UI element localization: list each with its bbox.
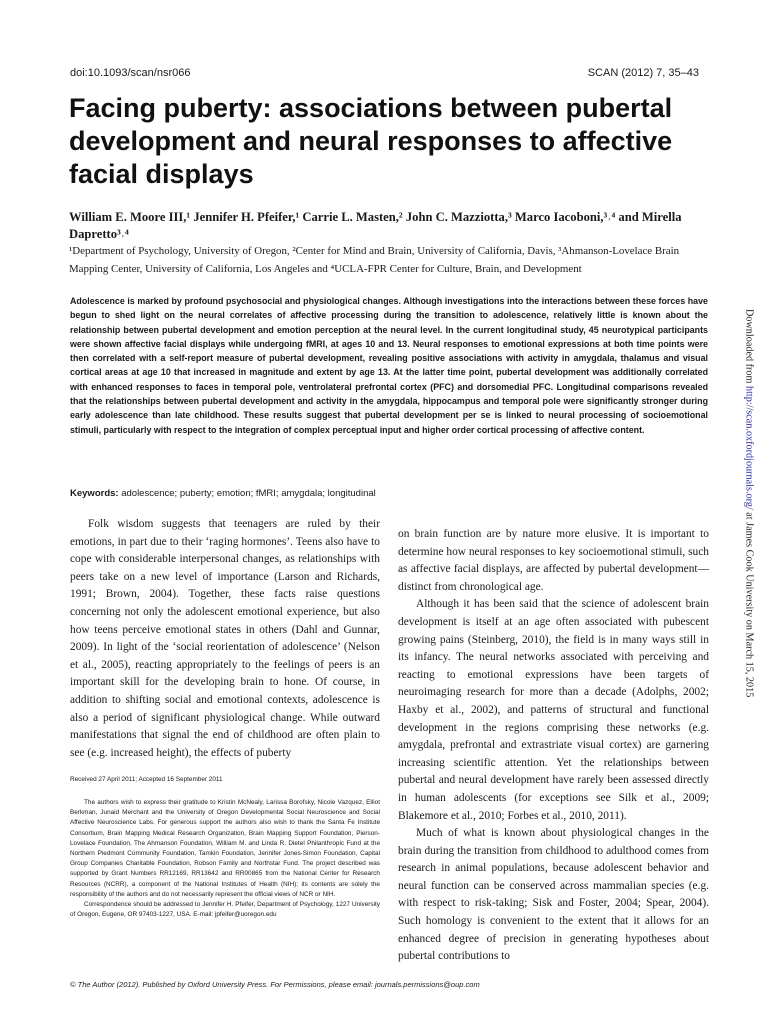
copyright-notice: © The Author (2012). Published by Oxford University Press. For Permissions, please email: journals.permissions@oup.com (70, 980, 480, 989)
acknowledgements: The authors wish to express their gratitude to Kristin McNealy, Larissa Borofsky, Nicole Vazquez, Elliot Berkman, Junaid Merchant and the University of Oregon Developmental Social Neuroscience and Social Affective Neuroscience Labs. For generous support the authors also wish to thank the Santa Fe Institute Consortium, Brain Mapping Medical Research Organization, Brain Mapping Support Foundation, Pierson-Lovelace Foundation, The Ahmanson Foundation, William M. and Linda R. Dietel Philanthropic Fund at the Northern Piedmont Community Foundation, Tamkin Foundation, Jennifer Jones-Simon Foundation, Capital Group Companies Charitable Foundation, Robson Family and Northstar Fund. The project described was supported by Grant Numbers RR12169, RR13642 and RR00865 from the National Center for Research Resources (NCRR), a component of the National Institutes of Health (NIH); its contents are solely the responsibility of the authors and do not necessarily represent the official views of NCR or NIH. (70, 799, 380, 898)
affiliations: ¹Department of Psychology, University of Oregon, ²Center for Mind and Brain, University of California, Davis, ³Ahmanson-Lovelace Brain Mapping Center, University of California, Los Angeles and ⁴UCLA-FPR Center for Culture, Brain, and Development (69, 245, 680, 275)
download-notice (744, 309, 755, 697)
download-prefix: Downloaded from (743, 309, 755, 386)
abstract: Adolescence is marked by profound psychosocial and physiological changes. Although investigations into the interactions between these forces have begun to shed light on the neural correlates of affective processing during the transition to adolescence, relatively little is known about the relationship between pubertal development and emotion perception at the neural level. In the current longitudinal study, 45 neurotypical participants were shown affective facial displays while undergoing fMRI, at ages 10 and 13. Neural responses to emotional expressions at both time points were then correlated with a self-report measure of pubertal development, revealing positive associations with activity in amygdala, thalamus and visual cortical areas at age 10 that increased in magnitude and extent by age 13. At the latter time point, pubertal development was additionally correlated with enhanced responses to faces in temporal pole, ventrolateral prefrontal cortex (PFC) and dorsomedial PFC. Longitudinal comparisons revealed that the relationships between pubertal development and activity in the amygdala, hippocampus and temporal pole were significantly stronger during early adolescence than late childhood. These results suggest that pubertal development per se is linked to neural processing of socioemotional stimuli, particularly with respect to the integration of complex perceptual input and higher order cortical processing of affective content. (70, 296, 708, 435)
footnotes (70, 798, 380, 920)
correspondence: Correspondence should be addressed to Jennifer H. Pfeifer, Department of Psychology, 1227 University of Oregon, Eugene, OR 97403-1227, USA. E-mail: jpfeifer@uoregon.edu (70, 901, 380, 919)
journal-link[interactable]: http://scan.oxfordjournals.org/ (743, 385, 755, 510)
doi: doi:10.1093/scan/nsr066 (70, 67, 191, 79)
journal-citation: SCAN (2012) 7, 35–43 (587, 67, 699, 79)
download-watermark (742, 309, 756, 723)
body-paragraph: on brain function are by nature more elusive. It is important to determine how neural responses to key socioemotional stimuli, such as affective facial displays, are affected by pubertal development—distinct from chronological age. (398, 528, 709, 593)
body-paragraph: Folk wisdom suggests that teenagers are ruled by their emotions, in part due to their ‘raging hormones’. Teens also have to cope with considerable interpersonal changes, as relationships with peers take on a new level of importance (Larson and Richards, 1991; Brown, 2004). Together, these facts raise questions concerning not only the adolescent emotional experience, but also how teens perceive emotional states in others (Dahl and Gunnar, 2009). In light of the ‘social reorientation of adolescence’ (Nelson et al., 2005), reacting appropriately to the feelings of peers is an important skill for the developing brain to hone. Of course, in addition to shifting social and emotional contexts, adolescence is also a period of significant physiological change. While outward manifestations that signal the end of childhood are often plain to see (e.g. increased height), the effects of puberty (70, 518, 380, 759)
download-suffix: at James Cook University on March 15, 2015 (743, 509, 755, 698)
body-paragraph: Although it has been said that the science of adolescent brain development is itself at an age often associated with pubescent growing pains (Steinberg, 2010), the field is in many ways still in its infancy. The neural networks associated with perceiving and reacting to emotional expressions have been targets of neuroimaging research for more than a decade (Adolphs, 2002; Haxby et al., 2002), and patterns of structural and functional development in the regions comprising these networks (e.g. amygdala, prefrontal and extrastriate visual cortex) are garnering increasing scientific attention. Yet the relationships between pubertal and neural development have rarely been assessed directly in human adolescents (for exceptions see Silk et al., 2009; Blakemore et al., 2010; Forbes et al., 2010, 2011). (398, 598, 709, 822)
paper-title: Facing puberty: associations between pubertal development and neural responses to affective facial displays (69, 93, 673, 189)
keywords-text: adolescence; puberty; emotion; fMRI; amygdala; longitudinal (118, 488, 376, 499)
author-list: William E. Moore III,¹ Jennifer H. Pfeifer,¹ Carrie L. Masten,² John C. Mazziotta,³ Marco Iacoboni,³˒⁴ and Mirella Dapretto³˒⁴ (69, 210, 682, 241)
received-dates: Received 27 April 2011; Accepted 16 September 2011 (70, 776, 223, 783)
body-paragraph: Much of what is known about physiological changes in the brain during the transition from childhood to adulthood comes from research in animal populations, because adolescent behavior and neural function can be conserved across mammalian species (e.g. with respect to risk-taking; Sisk and Foster, 2004; Spear, 2004). Such homology is convenient to the extent that it allows for an enhanced degree of precision in generating hypotheses about pubertal contributions to (398, 827, 709, 963)
keywords (70, 488, 708, 499)
body-column-right (398, 526, 709, 966)
keywords-label: Keywords: (70, 488, 119, 499)
body-column-left (70, 516, 380, 762)
